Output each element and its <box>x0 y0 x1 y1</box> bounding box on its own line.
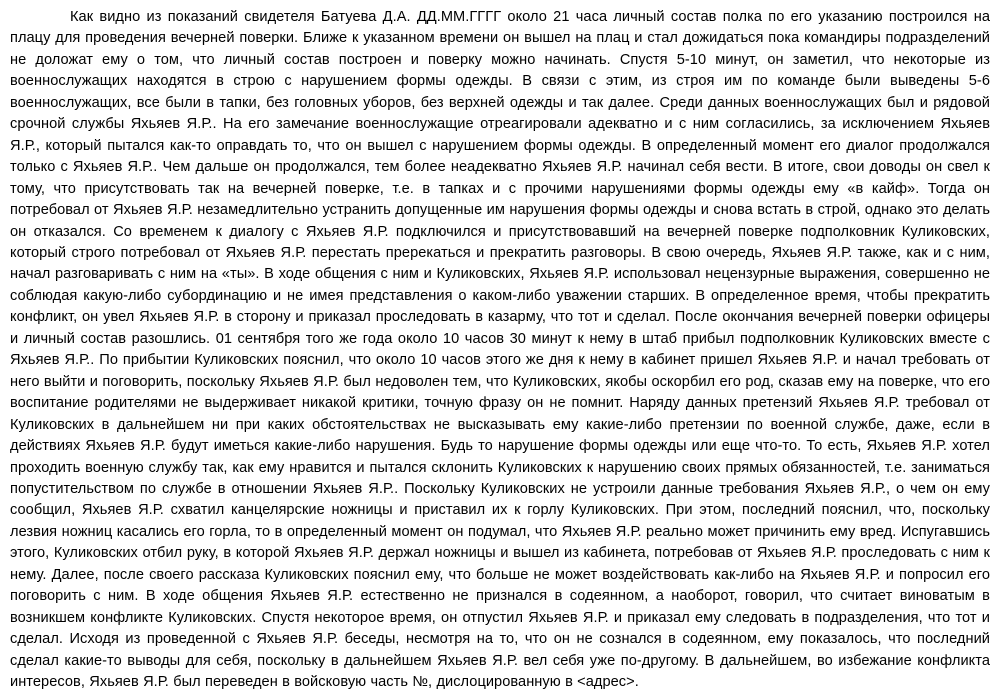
document-paragraph: Как видно из показаний свидетеля Батуева Д.А. ДД.ММ.ГГГГ около 21 часа личный состав полка по его указанию построился на плацу для проведения вечерней поверки. Ближе к указанном времени он вышел на плац и стал дожидаться пока командиры подразделений не доложат ему о том, что личный состав построен и поверку можно начинать. Спустя 5-10 минут, он заметил, что некоторые из военнослужащих находятся в строю с нарушением формы одежды. В связи с этим, из строя им по команде были выведены 5-6 военнослужащих, все были в тапки, без головных уборов, без верхней одежды и так далее. Среди данных военнослужащих был и рядовой срочной службы Яхьяев Я.Р.. На его замечание военнослужащие отреагировали адекватно и с ним согласились, за исключением Яхьяев Я.Р., который пытался как-то оправдать то, что он вышел с нарушением формы одежды. В определенный момент его диалог продолжался только с Яхьяев Я.Р.. Чем дальше он продолжался, тем более неадекватно Яхьяев Я.Р. начинал себя вести. В итоге, свои доводы он свел к тому, что присутствовать так на вечерней поверке, т.е. в тапках и с прочими нарушениями формы одежды ему «в кайф». Тогда он потребовал от Яхьяев Я.Р. незамедлительно устранить допущенные им нарушения формы одежды и снова встать в строй, однако это делать он отказался. Со временем к диалогу с Яхьяев Я.Р. подключился и присутствовавший на вечерней поверке подполковник Куликовских, который строго потребовал от Яхьяев Я.Р. перестать пререкаться и прекратить разговоры. В свою очередь, Яхьяев Я.Р. также, как и с ним, начал разговаривать с ним на «ты». В ходе общения с ним и Куликовских, Яхьяев Я.Р. использовал нецензурные выражения, совершенно не соблюдая какую-либо субординацию и не имея представления о каком-либо уважении старших. В определенное время, чтобы прекратить конфликт, он увел Яхьяев Я.Р. в сторону и приказал проследовать в казарму, что тот и сделал. После окончания вечерней поверки офицеры и личный состав разошлись. 01 сентября того же года около 10 часов 30 минут к нему в штаб прибыл подполковник Куликовских вместе с Яхьяев Я.Р.. По прибытии Куликовских пояснил, что около 10 часов этого же дня к нему в кабинет пришел Яхьяев Я.Р. и начал требовать от него выйти и поговорить, поскольку Яхьяев Я.Р. был недоволен тем, что Куликовских, якобы оскорбил его род, сказав ему на поверке, что его воспитание родителями не выдерживает никакой критики, точную фразу он не помнит. Наряду данных претензий Яхьяев Я.Р. требовал от Куликовских в дальнейшем ни при каких обстоятельствах не высказывать ему какие-либо претензии по военной службе, даже, если в действиях Яхьяев Я.Р. будут иметься какие-либо нарушения. Будь то нарушение формы одежды или еще что-то. То есть, Яхьяев Я.Р. хотел проходить военную службу так, как ему нравится и пытался склонить Куликовских к нарушению своих прямых обязанностей, т.е. заниматься попустительством по службе в отношении Яхьяев Я.Р.. Поскольку Куликовских не устроили данные требования Яхьяев Я.Р., о чем он ему сообщил, Яхьяев Я.Р. схватил канцелярские ножницы и приставил их к горлу Куликовских. При этом, последний пояснил, что, поскольку лезвия ножниц касались его горла, то в определенный момент он подумал, что Яхьяев Я.Р. реально может причинить ему вред. Испугавшись этого, Куликовских отбил руку, в которой Яхьяев Я.Р. держал ножницы и вышел из кабинета, потребовав от Яхьяев Я.Р. проследовать с ним к нему. Далее, после своего рассказа Куликовских пояснил ему, что больше не может воздействовать как-либо на Яхьяев Я.Р. и попросил его поговорить с ним. В ходе общения Яхьяев Я.Р. естественно не признался в содеянном, а наоборот, говорил, что считает виноватым в возникшем конфликте Куликовских. Спустя некоторое время, он отпустил Яхьяев Я.Р. и приказал ему следовать в подразделения, что тот и сделал. Исходя из проведенной с Яхьяев Я.Р. беседы, несмотря на то, что он не сознался в содеянном, ему показалось, что последний сделал какие-то выводы для себя, поскольку в дальнейшем Яхьяев Я.Р. вел себя уже по-другому. В дальнейшем, во избежание конфликта интересов, Яхьяев Я.Р. был переведен в войсковую часть №, дислоцированную в <адрес>. <box>10 9 990 691</box>
